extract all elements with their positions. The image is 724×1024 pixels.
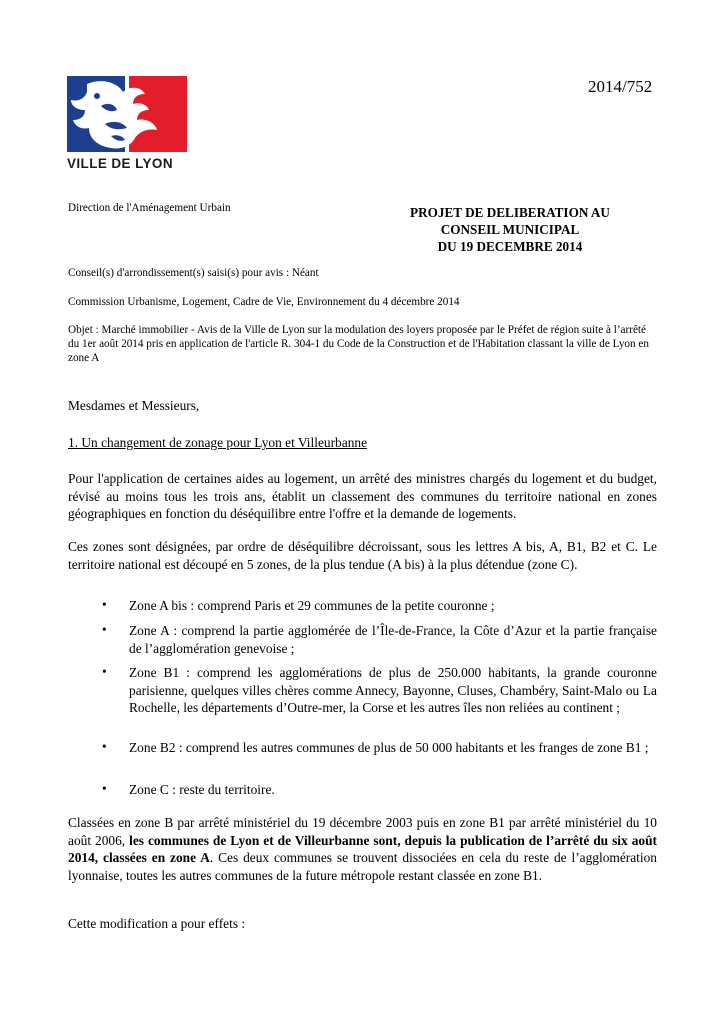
title-line-3: DU 19 DECEMBRE 2014 bbox=[437, 239, 583, 254]
ville-de-lyon-logo bbox=[67, 76, 187, 176]
bullet-marker: • bbox=[102, 622, 107, 637]
paragraph-3-start: Classées en zone B par arrêté ministériel du 19 décembre 2003 puis en zone B1 par arrêté ministériel du 10 août 2006, bbox=[68, 815, 657, 848]
document-title bbox=[380, 204, 640, 255]
direction-label: Direction de l'Aménagement Urbain bbox=[68, 202, 231, 214]
bullet-item-zone-a: Zone A : comprend la partie agglomérée de l’Île-de-France, la Côte d’Azur et la partie française de l’agglomération genevoise ; bbox=[129, 623, 657, 656]
paragraph-2: Ces zones sont désignées, par ordre de déséquilibre décroissant, sous les lettres A bis, A, B1, B2 et C. Le territoire national est découpé en 5 zones, de la plus tendue (A bis) à la plus détendue (zone C). bbox=[68, 539, 657, 572]
deliberation-reference: 2014/752 bbox=[588, 77, 653, 96]
bullet-item-zone-a-bis: Zone A bis : comprend Paris et 29 communes de la petite couronne ; bbox=[129, 598, 495, 613]
bullet-item-zone-b1: Zone B1 : comprend les agglomérations de plus de 250.000 habitants, la grande couronne parisienne, quelques villes chères comme Annecy, Bayonne, Cluses, Chambéry, Saint-Malo ou La Rochelle, les départements d’Outre-mer, la Corse et les autres îles non reliées au continent ; bbox=[129, 665, 657, 716]
paragraph-3 bbox=[68, 814, 657, 884]
logo-text: VILLE DE LYON bbox=[67, 156, 173, 171]
title-line-1: PROJET DE DELIBERATION AU bbox=[410, 205, 610, 220]
bullet-item-zone-b2: Zone B2 : comprend les autres communes de plus de 50 000 habitants et les franges de zone B1 ; bbox=[129, 740, 649, 755]
commission-line: Commission Urbanisme, Logement, Cadre de Vie, Environnement du 4 décembre 2014 bbox=[68, 296, 460, 308]
title-line-2: CONSEIL MUNICIPAL bbox=[440, 222, 580, 237]
objet-paragraph: Objet : Marché immobilier - Avis de la Ville de Lyon sur la modulation des loyers proposée par le Préfet de région suite à l’arrêté du 1er août 2014 pris en application de l'article R. 304-1 du Code de la Construction et de l'Habitation classant la ville de Lyon en zone A bbox=[68, 324, 649, 364]
bullet-marker: • bbox=[102, 781, 107, 796]
paragraph-3-end: . Ces deux communes se trouvent dissociées en cela du reste de l’agglomération lyonnaise, toutes les autres communes de la future métropole restant classée en zone B1. bbox=[68, 850, 657, 883]
section-heading: 1. Un changement de zonage pour Lyon et Villeurbanne bbox=[68, 435, 368, 450]
greeting: Mesdames et Messieurs, bbox=[68, 398, 200, 413]
bullet-marker: • bbox=[102, 664, 107, 679]
paragraph-4: Cette modification a pour effets : bbox=[68, 916, 246, 931]
lion-emblem-icon bbox=[67, 76, 187, 156]
bullet-marker: • bbox=[102, 597, 107, 612]
paragraph-1: Pour l'application de certaines aides au logement, un arrêté des ministres chargés du logement et du budget, révisé au moins tous les trois ans, établit un classement des communes du territoire national en zones géographiques en fonction du déséquilibre entre l'offre et la demande de logements. bbox=[68, 471, 657, 522]
conseils-line: Conseil(s) d'arrondissement(s) saisi(s) pour avis : Néant bbox=[68, 267, 319, 279]
bullet-item-zone-c: Zone C : reste du territoire. bbox=[129, 782, 275, 797]
bullet-marker: • bbox=[102, 739, 107, 754]
paragraph-3-bold: les communes de Lyon et de Villeurbanne sont, depuis la publication de l’arrêté du six août 2014, classées en zone A bbox=[68, 832, 657, 866]
